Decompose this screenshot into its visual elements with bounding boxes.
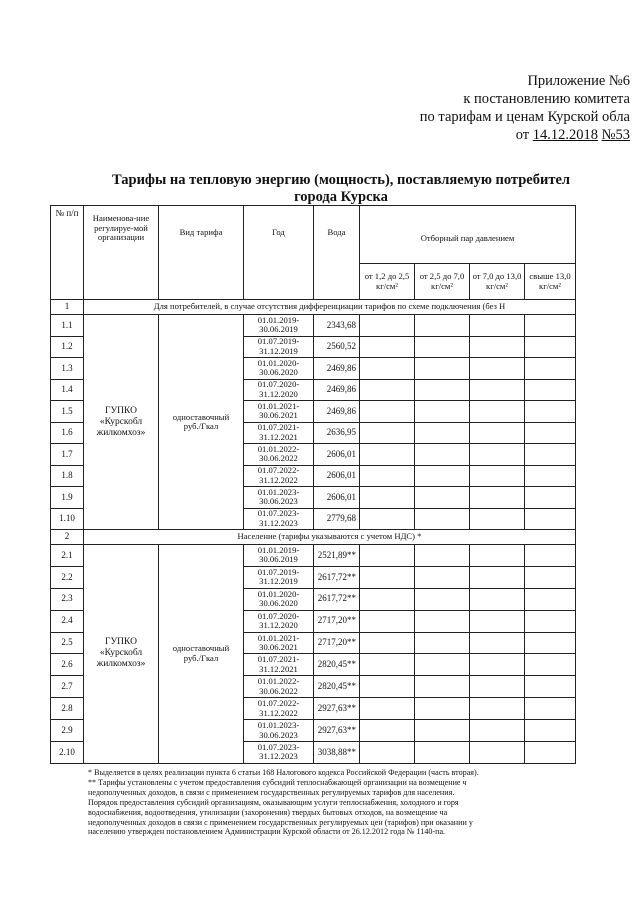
period: 01.01.2019-30.06.2019	[244, 315, 314, 337]
steam-cell-empty	[525, 545, 576, 567]
document-number: №53	[601, 127, 630, 143]
steam-cell-empty	[525, 742, 576, 764]
steam-cell-empty	[360, 720, 415, 742]
row-num: 1.9	[51, 487, 84, 509]
steam-cell-empty	[415, 588, 470, 610]
period: 01.01.2021-30.06.2021	[244, 632, 314, 654]
water-value: 2636,95	[314, 422, 360, 444]
steam-cell-empty	[525, 336, 576, 358]
period: 01.07.2019-31.12.2019	[244, 566, 314, 588]
steam-cell-empty	[470, 487, 525, 509]
steam-cell-empty	[360, 358, 415, 380]
col-header-num: № п/п	[51, 206, 84, 300]
row-num: 2.10	[51, 742, 84, 764]
steam-cell-empty	[360, 610, 415, 632]
row-num: 1.7	[51, 444, 84, 466]
steam-cell-empty	[525, 508, 576, 530]
tariff-table	[50, 205, 576, 764]
footnote-5: водоснабжения, водоотведения, утилизации (захоронения) твердых бытовых отходов, на возмещение ча	[88, 807, 448, 817]
period: 01.07.2020-31.12.2020	[244, 610, 314, 632]
steam-cell-empty	[360, 444, 415, 466]
steam-cell-empty	[360, 566, 415, 588]
row-num: 1.6	[51, 422, 84, 444]
table-row	[51, 315, 576, 337]
period: 01.01.2022-30.06.2022	[244, 444, 314, 466]
document-header	[330, 72, 630, 144]
steam-cell-empty	[470, 545, 525, 567]
steam-cell-empty	[360, 315, 415, 337]
table-header-row	[51, 206, 576, 264]
water-value: 2717,20**	[314, 610, 360, 632]
row-num: 2.3	[51, 588, 84, 610]
row-num: 1.5	[51, 401, 84, 423]
steam-cell-empty	[415, 401, 470, 423]
water-value: 2820,45**	[314, 676, 360, 698]
steam-cell-empty	[415, 358, 470, 380]
appendix-title: Приложение №6	[527, 73, 630, 89]
organization-name: ГУПКО «Курскобл жилкомхоз»	[84, 315, 159, 530]
row-num: 1.3	[51, 358, 84, 380]
steam-cell-empty	[525, 698, 576, 720]
steam-cell-empty	[360, 632, 415, 654]
col-header-steam-2: от 2,5 до 7,0 кг/см²	[415, 264, 470, 300]
period: 01.01.2020-30.06.2020	[244, 588, 314, 610]
water-value: 2606,01	[314, 487, 360, 509]
steam-cell-empty	[360, 698, 415, 720]
col-header-steam-3: от 7,0 до 13,0 кг/см²	[470, 264, 525, 300]
section-row	[51, 530, 576, 545]
period: 01.01.2023-30.06.2023	[244, 487, 314, 509]
footnote-4: Порядок предоставления субсидий организациям, оказывающим услуги теплоснабжения, холодного и горя	[88, 797, 459, 807]
period: 01.01.2022-30.06.2022	[244, 676, 314, 698]
steam-cell-empty	[470, 358, 525, 380]
steam-cell-empty	[525, 610, 576, 632]
footnote-7: населению утвержден постановлением Администрации Курской области от 26.12.2012 года № 1140-па.	[88, 827, 446, 837]
footnotes	[88, 768, 628, 837]
steam-cell-empty	[525, 720, 576, 742]
steam-cell-empty	[470, 315, 525, 337]
steam-cell-empty	[470, 401, 525, 423]
steam-cell-empty	[415, 676, 470, 698]
col-header-water: Вода	[314, 206, 360, 300]
period: 01.01.2020-30.06.2020	[244, 358, 314, 380]
steam-cell-empty	[525, 632, 576, 654]
row-num: 2.7	[51, 676, 84, 698]
steam-cell-empty	[415, 545, 470, 567]
period: 01.01.2023-30.06.2023	[244, 720, 314, 742]
steam-cell-empty	[470, 336, 525, 358]
water-value: 2606,01	[314, 444, 360, 466]
steam-cell-empty	[470, 676, 525, 698]
steam-cell-empty	[525, 566, 576, 588]
water-value: 3038,88**	[314, 742, 360, 764]
steam-cell-empty	[470, 444, 525, 466]
steam-cell-empty	[360, 654, 415, 676]
steam-cell-empty	[415, 720, 470, 742]
footnote-6: недополученных доходов в связи с применением государственных регулируемых цен (тарифов) при оказании у	[88, 817, 473, 827]
water-value: 2717,20**	[314, 632, 360, 654]
steam-cell-empty	[415, 654, 470, 676]
title-line-1: Тарифы на тепловую энергию (мощность), поставляемую потребител	[111, 172, 571, 188]
col-header-steam-4: свыше 13,0 кг/см²	[525, 264, 576, 300]
steam-cell-empty	[525, 315, 576, 337]
period: 01.07.2021-31.12.2021	[244, 422, 314, 444]
period: 01.07.2022-31.12.2022	[244, 698, 314, 720]
steam-cell-empty	[360, 508, 415, 530]
water-value: 2469,86	[314, 379, 360, 401]
row-num: 1.2	[51, 336, 84, 358]
steam-cell-empty	[415, 632, 470, 654]
row-num: 2.2	[51, 566, 84, 588]
footnote-1: * Выделяется в целях реализации пункта 6 статьи 168 Налогового кодекса Российской Федерации (часть вторая).	[88, 768, 479, 777]
period: 01.07.2023-31.12.2023	[244, 742, 314, 764]
title-line-2: города Курска	[294, 189, 388, 205]
steam-cell-empty	[360, 379, 415, 401]
steam-cell-empty	[470, 742, 525, 764]
steam-cell-empty	[470, 720, 525, 742]
water-value: 2820,45**	[314, 654, 360, 676]
steam-cell-empty	[470, 465, 525, 487]
row-num: 2.9	[51, 720, 84, 742]
row-num: 2.8	[51, 698, 84, 720]
col-header-tariff-type: Вид тарифа	[159, 206, 244, 300]
water-value: 2521,89**	[314, 545, 360, 567]
row-num: 2.1	[51, 545, 84, 567]
steam-cell-empty	[360, 336, 415, 358]
water-value: 2617,72**	[314, 588, 360, 610]
steam-cell-empty	[525, 422, 576, 444]
steam-cell-empty	[415, 742, 470, 764]
row-num: 1.10	[51, 508, 84, 530]
steam-cell-empty	[525, 401, 576, 423]
appendix-subtitle: к постановлению комитета	[463, 91, 630, 107]
section-label: Население (тарифы указываются с учетом НДС) *	[84, 530, 576, 545]
steam-cell-empty	[470, 379, 525, 401]
steam-cell-empty	[470, 632, 525, 654]
steam-cell-empty	[360, 401, 415, 423]
steam-cell-empty	[415, 508, 470, 530]
col-header-org: Наименова-ние регулируе-мой организации	[84, 206, 159, 300]
section-label: Для потребителей, в случае отсутствия дифференциации тарифов по схеме подключения (без Н	[84, 300, 576, 315]
steam-cell-empty	[360, 422, 415, 444]
footnote-3: недополученных доходов, в связи с применением государственных регулируемых тарифов для населения.	[88, 787, 455, 797]
section-row	[51, 300, 576, 315]
organization-name: ГУПКО «Курскобл жилкомхоз»	[84, 545, 159, 764]
document-date: 14.12.2018	[532, 127, 599, 143]
steam-cell-empty	[415, 566, 470, 588]
period: 01.01.2019-30.06.2019	[244, 545, 314, 567]
footnote-2: ** Тарифы установлены с учетом предоставления субсидий теплоснабжающей организации на возмещение ч	[88, 777, 467, 787]
steam-cell-empty	[470, 610, 525, 632]
section-num: 1	[51, 300, 84, 315]
row-num: 1.4	[51, 379, 84, 401]
steam-cell-empty	[525, 676, 576, 698]
steam-cell-empty	[360, 465, 415, 487]
appendix-date-line	[330, 126, 630, 144]
period: 01.07.2020-31.12.2020	[244, 379, 314, 401]
steam-cell-empty	[525, 465, 576, 487]
row-num: 2.4	[51, 610, 84, 632]
water-value: 2560,52	[314, 336, 360, 358]
period: 01.07.2022-31.12.2022	[244, 465, 314, 487]
water-value: 2927,63**	[314, 720, 360, 742]
water-value: 2779,68	[314, 508, 360, 530]
steam-cell-empty	[360, 545, 415, 567]
steam-cell-empty	[360, 676, 415, 698]
water-value: 2606,01	[314, 465, 360, 487]
table-row	[51, 545, 576, 567]
row-num: 1.1	[51, 315, 84, 337]
water-value: 2469,86	[314, 401, 360, 423]
steam-cell-empty	[360, 742, 415, 764]
steam-cell-empty	[470, 588, 525, 610]
steam-cell-empty	[415, 336, 470, 358]
row-num: 2.6	[51, 654, 84, 676]
tariff-type: одноставочный руб./Гкал	[159, 315, 244, 530]
row-num: 1.8	[51, 465, 84, 487]
steam-cell-empty	[525, 654, 576, 676]
steam-cell-empty	[470, 654, 525, 676]
steam-cell-empty	[470, 422, 525, 444]
period: 01.07.2019-31.12.2019	[244, 336, 314, 358]
period: 01.07.2023-31.12.2023	[244, 508, 314, 530]
tariff-type: одноставочный руб./Гкал	[159, 545, 244, 764]
appendix-committee: по тарифам и ценам Курской обла	[419, 109, 630, 125]
row-num: 2.5	[51, 632, 84, 654]
period: 01.01.2021-30.06.2021	[244, 401, 314, 423]
date-prefix: от	[515, 127, 530, 143]
steam-cell-empty	[470, 698, 525, 720]
steam-cell-empty	[415, 465, 470, 487]
steam-cell-empty	[525, 487, 576, 509]
steam-cell-empty	[470, 508, 525, 530]
steam-cell-empty	[415, 610, 470, 632]
water-value: 2617,72**	[314, 566, 360, 588]
steam-cell-empty	[525, 358, 576, 380]
water-value: 2927,63**	[314, 698, 360, 720]
steam-cell-empty	[525, 444, 576, 466]
col-header-year: Год	[244, 206, 314, 300]
steam-cell-empty	[415, 444, 470, 466]
steam-cell-empty	[415, 698, 470, 720]
page-title	[96, 172, 586, 206]
steam-cell-empty	[525, 379, 576, 401]
steam-cell-empty	[415, 487, 470, 509]
water-value: 2469,86	[314, 358, 360, 380]
steam-cell-empty	[415, 422, 470, 444]
steam-cell-empty	[415, 379, 470, 401]
steam-cell-empty	[360, 487, 415, 509]
steam-cell-empty	[470, 566, 525, 588]
col-header-steam-1: от 1,2 до 2,5 кг/см²	[360, 264, 415, 300]
steam-cell-empty	[415, 315, 470, 337]
section-num: 2	[51, 530, 84, 545]
period: 01.07.2021-31.12.2021	[244, 654, 314, 676]
steam-cell-empty	[360, 588, 415, 610]
col-header-steam: Отборный пар давлением	[360, 206, 576, 264]
water-value: 2343,68	[314, 315, 360, 337]
steam-cell-empty	[525, 588, 576, 610]
